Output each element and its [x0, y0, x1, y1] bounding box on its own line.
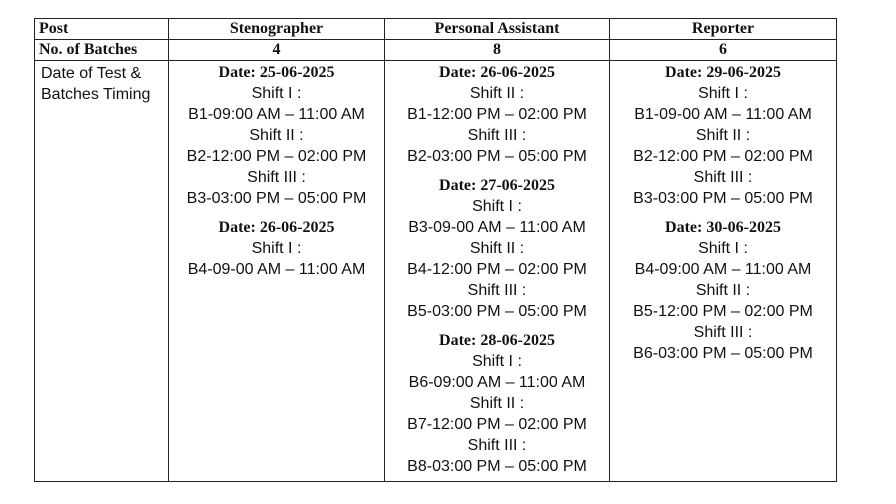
batch-timing: B4-09:00 AM – 11:00 AM: [634, 261, 812, 278]
test-date: Date: 30-06-2025: [665, 219, 781, 236]
batch-timing: B6-09:00 AM – 11:00 AM: [408, 374, 586, 391]
schedule-label-cell: [35, 61, 169, 482]
header-personal-assistant: Personal Assistant: [385, 19, 610, 40]
batch-timing: B8-03:00 PM – 05:00 PM: [407, 458, 587, 475]
shift-label: Shift II :: [249, 127, 304, 144]
batches-stenographer: 4: [169, 40, 385, 61]
shift-label: Shift II :: [695, 282, 751, 299]
shift-label: Shift I :: [472, 353, 522, 370]
batch-timing: B2-03:00 PM – 05:00 PM: [407, 148, 587, 165]
header-stenographer: Stenographer: [169, 19, 385, 40]
batch-timing: B2-12:00 PM – 02:00 PM: [186, 148, 367, 165]
shift-label: Shift III :: [467, 127, 527, 144]
batches-reporter: 6: [610, 40, 837, 61]
batches-row: [35, 40, 837, 61]
reporter-schedule: [610, 61, 837, 482]
batch-timing: B3-03:00 PM – 05:00 PM: [186, 190, 367, 207]
schedule-label-line: Batches Timing: [41, 86, 151, 103]
shift-label: Shift III :: [693, 324, 753, 341]
schedule-row: [35, 61, 837, 482]
shift-label: Shift III :: [467, 282, 527, 299]
batch-timing: B5-12:00 PM – 02:00 PM: [633, 303, 813, 320]
test-date: Date: 28-06-2025: [439, 332, 555, 349]
test-date: Date: 27-06-2025: [439, 177, 555, 194]
schedule-label-line: Date of Test &: [41, 65, 142, 82]
batches-personal-assistant: 8: [385, 40, 610, 61]
batch-timing: B6-03:00 PM – 05:00 PM: [633, 345, 813, 362]
shift-label: Shift II :: [695, 127, 751, 144]
shift-label: Shift II :: [469, 85, 525, 102]
test-date: Date: 26-06-2025: [439, 64, 555, 81]
shift-label: Shift III :: [247, 169, 306, 186]
batch-timing: B2-12:00 PM – 02:00 PM: [633, 148, 813, 165]
batch-timing: B4-09-00 AM – 11:00 AM: [187, 261, 366, 278]
test-date: Date: 26-06-2025: [218, 219, 335, 236]
shift-label: Shift I :: [698, 85, 748, 102]
batch-timing: B7-12:00 PM – 02:00 PM: [407, 416, 587, 433]
batch-timing: B5-03:00 PM – 05:00 PM: [407, 303, 587, 320]
batch-timing: B3-09-00 AM – 11:00 AM: [408, 219, 586, 236]
test-date: Date: 25-06-2025: [218, 64, 335, 81]
header-reporter: Reporter: [610, 19, 837, 40]
shift-label: Shift I :: [251, 85, 302, 102]
shift-label: Shift I :: [698, 240, 748, 257]
batches-label: No. of Batches: [35, 40, 169, 61]
shift-label: Shift III :: [693, 169, 753, 186]
batch-timing: B4-12:00 PM – 02:00 PM: [407, 261, 587, 278]
shift-label: Shift III :: [467, 437, 527, 454]
batch-timing: B1-09-00 AM – 11:00 AM: [634, 106, 812, 123]
header-row: [35, 19, 837, 40]
test-date: Date: 29-06-2025: [665, 64, 781, 81]
shift-label: Shift I :: [472, 198, 522, 215]
header-post: Post: [35, 19, 169, 40]
shift-label: Shift II :: [469, 395, 525, 412]
shift-label: Shift II :: [469, 240, 525, 257]
batch-timing: B1-09:00 AM – 11:00 AM: [188, 106, 365, 123]
batch-timing: B1-12:00 PM – 02:00 PM: [407, 106, 587, 123]
personal-assistant-schedule: [385, 61, 610, 482]
test-schedule-table: [34, 18, 837, 482]
batch-timing: B3-03:00 PM – 05:00 PM: [633, 190, 813, 207]
stenographer-schedule: [169, 61, 385, 482]
shift-label: Shift I :: [251, 240, 302, 257]
